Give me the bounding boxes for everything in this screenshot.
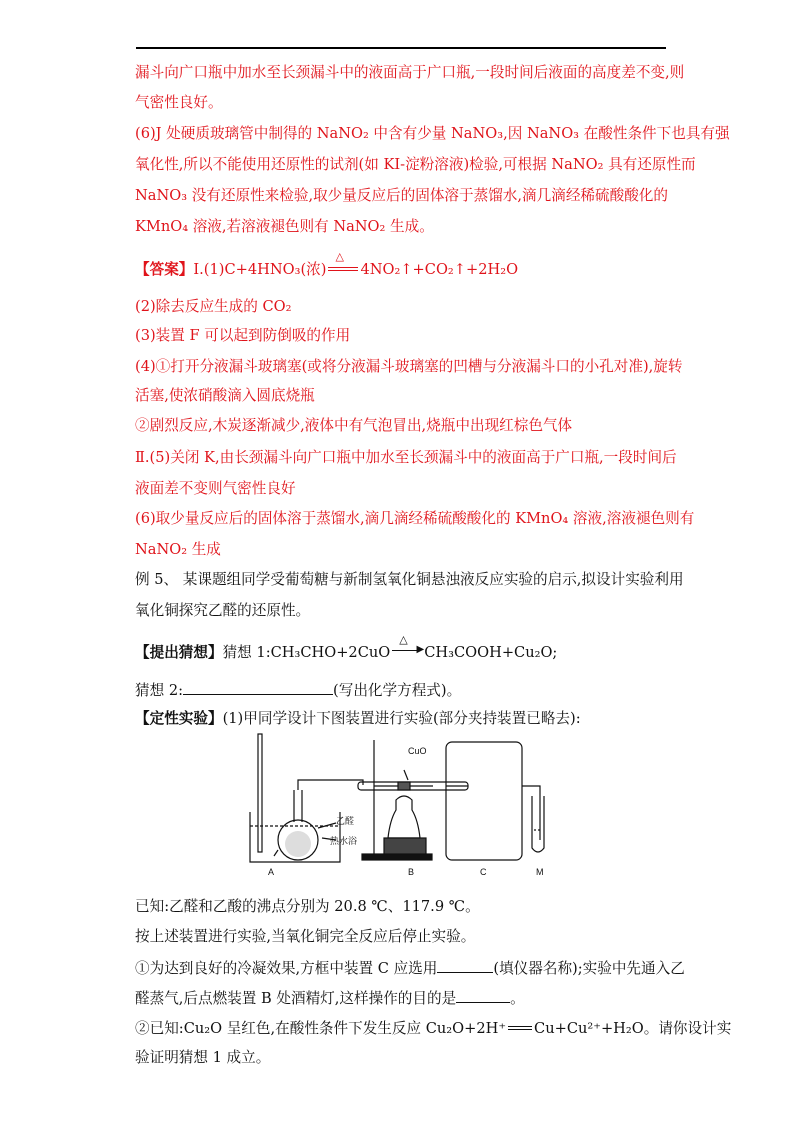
hypothesis-2-note: (写出化学方程式)。 <box>333 682 462 699</box>
question-text: ①为达到良好的冷凝效果,方框中装置 C 应选用 <box>135 960 438 977</box>
text-line: (6)J 处硬质玻璃管中制得的 NaNO₂ 中含有少量 NaNO₃,因 NaNO₃ 在酸性条件下也具有强 <box>135 125 730 142</box>
question-text: 。 <box>510 990 525 1007</box>
label-c: C <box>480 867 487 877</box>
qualitative-heading: 【定性实验】 <box>135 710 223 727</box>
label-hot-water-bath: 热水浴 <box>330 836 358 846</box>
question-2b: 验证明猜想 1 成立。 <box>135 1049 271 1066</box>
thermometer <box>258 734 262 852</box>
heat-symbol: △ <box>335 250 344 263</box>
known-line: 已知:乙醛和乙酸的沸点分别为 20.8 ℃、117.9 ℃。 <box>135 898 480 915</box>
answer-blank[interactable] <box>456 988 510 1003</box>
label-a: A <box>268 867 275 877</box>
answer-heading: 【答案】 <box>135 261 194 278</box>
lamp-base <box>384 838 426 854</box>
answer-line: 液面差不变则气密性良好 <box>135 480 296 497</box>
hypothesis-2-label: 猜想 2: <box>135 682 184 699</box>
equation-products: 4NO₂↑+CO₂↑+2H₂O <box>360 261 519 278</box>
example-line: 氧化铜探究乙醛的还原性。 <box>135 602 311 619</box>
answer-line: (4)①打开分液漏斗玻璃塞(或将分液漏斗玻璃塞的凹槽与分液漏斗口的小孔对准),旋转 <box>135 358 683 375</box>
hypothesis-2 <box>135 680 461 701</box>
question-text: Cu+Cu²⁺+H₂O。请你设计实 <box>534 1020 732 1037</box>
condenser-box-c <box>446 742 522 860</box>
answer-equation <box>135 250 519 280</box>
equal-sign <box>506 1020 534 1034</box>
header-rule <box>136 47 666 49</box>
text-line: 氧化性,所以不能使用还原性的试剂(如 KI-淀粉溶液)检验,可根据 NaNO₂ 具有还原性而 <box>135 156 696 173</box>
answer-line: Ⅱ.(5)关闭 K,由长颈漏斗向广口瓶中加水至长颈漏斗中的液面高于广口瓶,一段时间后 <box>135 449 677 466</box>
answer-blank[interactable] <box>437 958 493 973</box>
text-line: NaNO₃ 没有还原性来检验,取少量反应后的固体溶于蒸馏水,滴几滴经稀硫酸酸化的 <box>135 187 668 204</box>
label-m: M <box>536 867 544 877</box>
apparatus-diagram <box>248 730 568 880</box>
question-text: ②已知:Cu₂O 呈红色,在酸性条件下发生反应 Cu₂O+2H⁺ <box>135 1020 507 1037</box>
alcohol-lamp <box>388 796 420 838</box>
question-1b <box>135 988 525 1009</box>
hypothesis-1 <box>135 633 558 663</box>
equation-reactants: Ⅰ.(1)C+4HNO₃(浓) <box>193 261 327 278</box>
text-line: KMnO₄ 溶液,若溶液褪色则有 NaNO₂ 生成。 <box>135 218 434 235</box>
text-line: 漏斗向广口瓶中加水至长颈漏斗中的液面高于广口瓶,一段时间后液面的高度差不变,则 <box>135 64 685 81</box>
hypothesis-1-products: CH₃COOH+Cu₂O; <box>424 644 558 661</box>
question-text: 醛蒸气,后点燃装置 B 处酒精灯,这样操作的目的是 <box>135 990 457 1007</box>
answer-line: NaNO₂ 生成 <box>135 541 221 558</box>
reaction-arrow-heat: △ ▶ <box>390 644 424 658</box>
answer-blank[interactable] <box>183 680 333 695</box>
answer-line: (6)取少量反应后的固体溶于蒸馏水,滴几滴经稀硫酸酸化的 KMnO₄ 溶液,溶液褪色则有 <box>135 510 695 527</box>
label-b: B <box>408 867 415 877</box>
question-1a <box>135 958 685 979</box>
qualitative-line <box>135 709 581 729</box>
text-line: 气密性良好。 <box>135 94 223 111</box>
hypothesis-heading: 【提出猜想】 <box>135 644 223 661</box>
answer-line: (3)装置 F 可以起到防倒吸的作用 <box>135 327 351 344</box>
question-text: (填仪器名称);实验中先通入乙 <box>493 960 685 977</box>
test-tube-m <box>532 796 544 852</box>
equal-sign-heat <box>326 250 360 275</box>
answer-line: ②剧烈反应,木炭逐渐减少,液体中有气泡冒出,烧瓶中出现红棕色气体 <box>135 417 573 434</box>
example-line: 例 5、 某课题组同学受葡萄糖与新制氢氧化铜悬浊液反应实验的启示,拟设计实验利用 <box>135 571 684 588</box>
question-2a <box>135 1019 731 1039</box>
qualitative-text: (1)甲同学设计下图装置进行实验(部分夹持装置已略去): <box>222 710 581 727</box>
label-cuo: CuO <box>408 746 427 756</box>
hypothesis-1-reactants: 猜想 1:CH₃CHO+2CuO <box>222 644 391 661</box>
label-acetaldehyde: 乙醛 <box>336 816 355 826</box>
answer-line: (2)除去反应生成的 CO₂ <box>135 298 292 315</box>
heat-symbol: △ <box>399 633 408 646</box>
answer-line: 活塞,使浓硝酸滴入圆底烧瓶 <box>135 387 315 404</box>
proceed-line: 按上述装置进行实验,当氧化铜完全反应后停止实验。 <box>135 928 476 945</box>
